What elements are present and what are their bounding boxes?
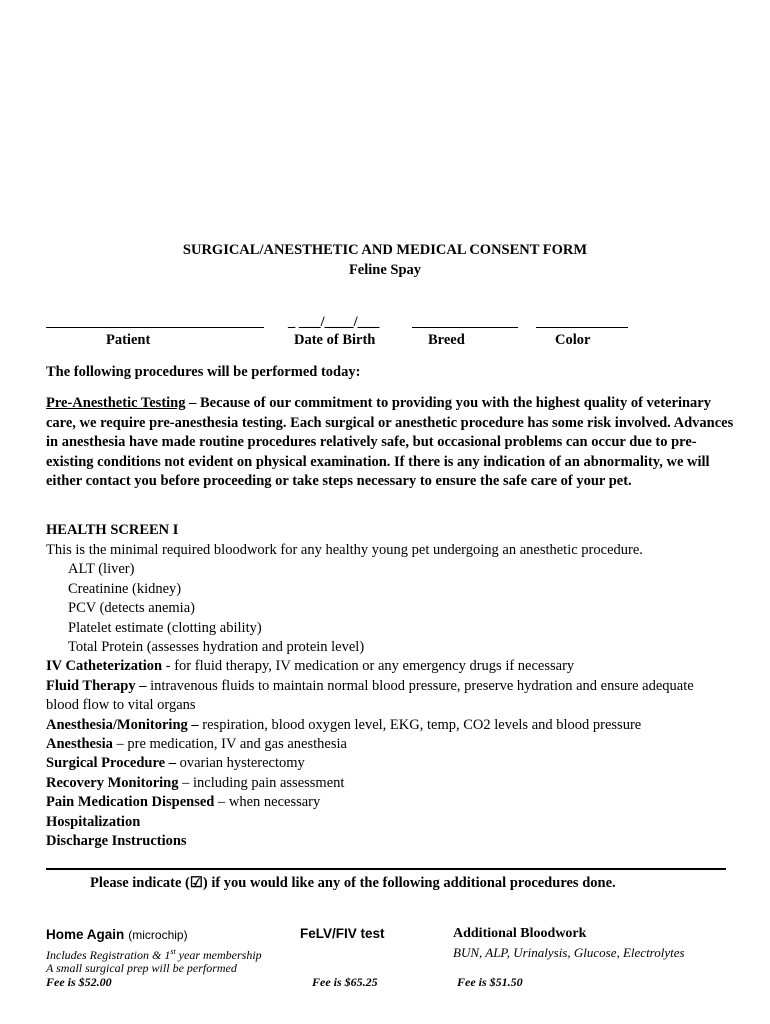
test-item: PCV (detects anemia): [68, 600, 195, 616]
breed-label: Breed: [428, 332, 465, 348]
option-detail: Includes Registration & 1st year membership: [46, 947, 262, 962]
form-title: SURGICAL/ANESTHETIC AND MEDICAL CONSENT FORM: [182, 242, 588, 258]
option-fee: Fee is $52.00: [46, 975, 112, 989]
procedure-item: Recovery Monitoring – including pain assessment: [46, 775, 345, 791]
test-item: ALT (liver): [68, 561, 135, 577]
procedure-item: Surgical Procedure – ovarian hysterectomy: [46, 755, 305, 771]
test-item: Total Protein (assesses hydration and protein level): [68, 639, 365, 655]
test-item: Creatinine (kidney): [68, 581, 182, 597]
option-felv-fiv-test[interactable]: FeLV/FIV test: [300, 926, 385, 941]
option-detail: A small surgical prep will be performed: [46, 961, 237, 975]
patient-field-line[interactable]: [46, 327, 264, 328]
breed-field-line[interactable]: [412, 327, 518, 328]
pre-anesthetic-paragraph: [46, 394, 736, 492]
color-label: Color: [555, 332, 591, 348]
procedure-item: Hospitalization: [46, 814, 141, 830]
additional-procedures-prompt: Please indicate (☑) if you would like any of the following additional procedures done.: [90, 875, 616, 891]
procedure-item: Pain Medication Dispensed – when necessary: [46, 794, 321, 810]
pre-anesthetic-text: – Because of our commitment to providing you with the highest quality of veterinary care, we require pre-anesthesia testing. Each surgical or anesthetic procedure has some risk involved. Advances in anesthesia have made routine procedures relatively safe, but occasional problems can occur due to pre-existing conditions not evident on physical examination. If there is any indication of an abnormality, we will either contact you before proceeding or take steps necessary to ensure the safe care of your pet.: [46, 395, 734, 489]
color-field-line[interactable]: [536, 327, 628, 328]
option-fee: Fee is $51.50: [457, 975, 523, 989]
procedure-item-continued: blood flow to vital organs: [46, 697, 196, 713]
health-screen-heading: HEALTH SCREEN I: [46, 522, 179, 538]
option-title: Home Again: [46, 927, 125, 942]
form-subtitle: Feline Spay: [348, 262, 422, 278]
dob-label: Date of Birth: [294, 332, 376, 348]
procedure-item: Anesthesia – pre medication, IV and gas anesthesia: [46, 736, 347, 752]
patient-label: Patient: [106, 332, 151, 348]
option-title-note: (microchip): [128, 928, 188, 942]
procedures-intro: The following procedures will be performed today:: [46, 364, 361, 380]
option-home-again[interactable]: [46, 926, 188, 944]
procedure-item: IV Catheterization - for fluid therapy, IV medication or any emergency drugs if necessary: [46, 658, 575, 674]
option-detail: BUN, ALP, Urinalysis, Glucose, Electrolytes: [453, 945, 685, 960]
section-divider: [46, 868, 726, 870]
procedure-item: Anesthesia/Monitoring – respiration, blood oxygen level, EKG, temp, CO2 levels and blood pressure: [46, 717, 642, 733]
pre-anesthetic-heading: Pre-Anesthetic Testing: [46, 395, 186, 411]
health-screen-description: This is the minimal required bloodwork for any healthy young pet undergoing an anesthetic procedure.: [46, 542, 643, 558]
procedure-item: Discharge Instructions: [46, 833, 187, 849]
option-fee: Fee is $65.25: [312, 975, 378, 989]
dob-field-blank[interactable]: _ ___/____/___: [288, 314, 380, 330]
test-item: Platelet estimate (clotting ability): [68, 620, 262, 636]
procedure-item: Fluid Therapy – intravenous fluids to maintain normal blood pressure, preserve hydration and ensure adequate: [46, 678, 694, 694]
option-additional-bloodwork[interactable]: Additional Bloodwork: [453, 926, 587, 941]
